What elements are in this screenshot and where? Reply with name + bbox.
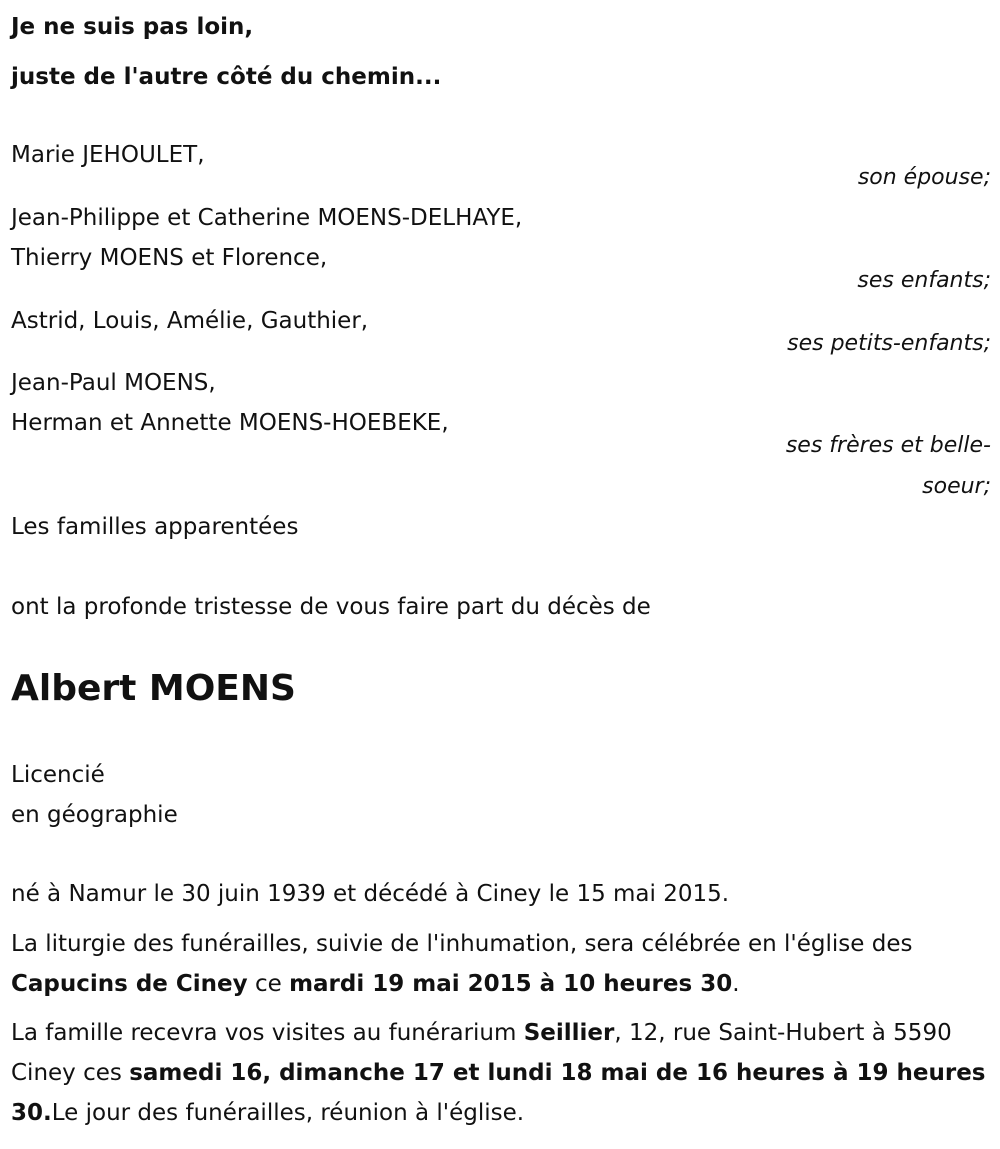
relation-children: ses enfants; — [857, 268, 991, 293]
deceased-title-line-1: Licencié — [11, 762, 105, 788]
visits-text-3: Le jour des funérailles, réunion à l'église. — [51, 1100, 525, 1126]
family-name-child-1: Jean-Philippe et Catherine MOENS-DELHAYE, — [11, 205, 523, 231]
birth-death-text: né à Namur le 30 juin 1939 et décédé à Ciney le 15 mai 2015. — [11, 881, 730, 907]
funeral-home-name: Seillier — [523, 1020, 615, 1046]
epitaph-line-2: juste de l'autre côté du chemin... — [11, 64, 442, 90]
deceased-title-line-2: en géographie — [11, 802, 178, 828]
family-name-spouse: Marie JEHOULET, — [11, 142, 205, 168]
family-name-sibling-1: Jean-Paul MOENS, — [11, 370, 216, 396]
epitaph-line-1: Je ne suis pas loin, — [11, 14, 254, 40]
relation-siblings-line-2: soeur; — [922, 474, 991, 499]
funeral-datetime: mardi 19 mai 2015 à 10 heures 30 — [289, 971, 733, 997]
relation-siblings-line-1: ses frères et belle- — [785, 433, 991, 458]
family-name-related: Les familles apparentées — [11, 514, 299, 540]
relation-grandchildren: ses petits-enfants; — [787, 331, 991, 356]
funeral-text-3: . — [732, 971, 740, 997]
visits-paragraph — [11, 1013, 991, 1133]
family-name-grandchildren: Astrid, Louis, Amélie, Gauthier, — [11, 308, 369, 334]
funeral-place: Capucins de Ciney — [11, 971, 248, 997]
visits-text-1: La famille recevra vos visites au funérarium — [11, 1020, 524, 1046]
family-name-sibling-2: Herman et Annette MOENS-HOEBEKE, — [11, 410, 449, 436]
relation-spouse: son épouse; — [857, 165, 991, 190]
announcement-text: ont la profonde tristesse de vous faire part du décès de — [11, 594, 651, 620]
funeral-paragraph — [11, 924, 991, 1004]
funeral-text-2: ce — [247, 971, 290, 997]
deceased-name: Albert MOENS — [11, 668, 296, 709]
visits-text-2: , 12, rue Saint-Hubert à 5590 Ciney ces — [11, 1020, 952, 1086]
funeral-text-1: La liturgie des funérailles, suivie de l'inhumation, sera célébrée en l'église des — [11, 931, 913, 957]
visit-times: samedi 16, dimanche 17 et lundi 18 mai de 16 heures à 19 heures 30. — [11, 1060, 986, 1126]
family-name-child-2: Thierry MOENS et Florence, — [11, 245, 328, 271]
